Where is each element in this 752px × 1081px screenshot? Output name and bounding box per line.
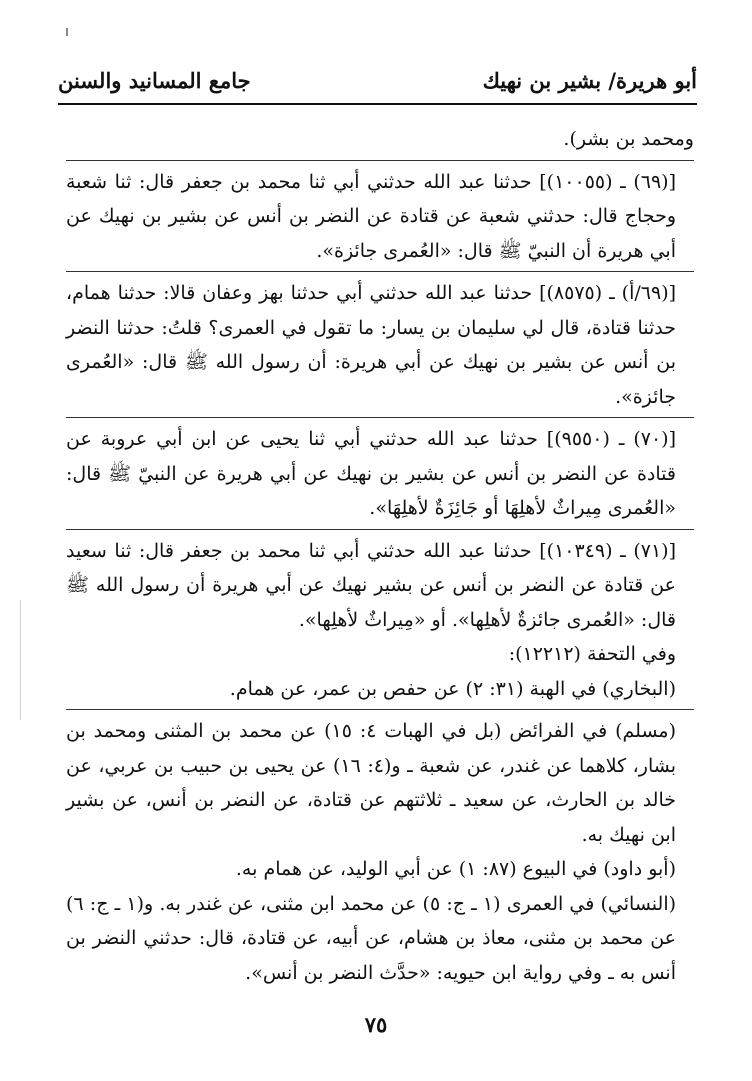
header-left-title: جامع المسانيد والسنن	[58, 67, 251, 93]
separator	[66, 417, 694, 418]
paragraph-continuation: ومحمد بن بشر).	[563, 128, 694, 150]
running-header	[58, 62, 697, 98]
header-right-title: أبو هريرة/ بشير بن نهيك	[482, 67, 697, 93]
separator	[66, 529, 694, 530]
hadith-71: [(٧١) ـ (١٠٣٤٩)] حدثنا عبد الله حدثني أبي ثنا محمد بن جعفر قال: ثنا سعيد عن قتادة عن النضر بن أنس عن بشير نهيك عن أبي هريرة أن رسول الله ﷺ قال: «العُمرى جائزةٌ لأهلِها». أو «مِيراثٌ لأهلِها».	[66, 539, 676, 631]
scan-mark	[66, 28, 68, 36]
page-number: ٧٥	[364, 1012, 388, 1037]
tuhfa-reference: وفي التحفة (١٢٢١٢):	[508, 643, 676, 665]
separator	[66, 709, 694, 710]
takhrij-bukhari: (البخاري) في الهبة (٣١: ٢) عن حفص بن عمر، عن همام.	[229, 677, 676, 700]
hadith-69: [(٦٩) ـ (١٠٠٥٥)] حدثنا عبد الله حدثني أبي ثنا محمد بن جعفر قال: ثنا شعبة وحجاج قال: حدثني شعبة عن قتادة عن النضر بن أنس عن بشير بن نهيك عن أبي هريرة أن النبيّ ﷺ قال: «العُمرى جائزة».	[66, 170, 676, 262]
page-body	[66, 122, 694, 990]
takhrij-abu-dawud: (أبو داود) في البيوع (٨٧: ١) عن أبي الوليد، عن همام به.	[235, 858, 676, 880]
hadith-70: [(٧٠) ـ (٩٥٥٠)] حدثنا عبد الله حدثني أبي ثنا يحيى عن ابن أبي عروبة عن قتادة عن النضر بن أنس عن بشير بن نهيك عن أبي هريرة عن النبيّ ﷺ قال: «العُمرى مِيراثٌ لأهلِهَا أو جَائِزَةٌ لأهلِهَا».	[66, 428, 676, 519]
separator	[66, 271, 694, 272]
header-rule	[58, 103, 697, 105]
takhrij-nasai: (النسائي) في العمرى (١ ـ ج: ٥) عن محمد ابن مثنى، عن غندر به. و(١ ـ ج: ٦) عن محمد بن مثنى، معاذ بن هشام، عن أبيه، عن قتادة، قال: حدثني النضر بن أنس به ـ وفي رواية ابن حيويه: «حدَّث النضر بن أنس».	[66, 892, 677, 984]
separator	[66, 160, 694, 161]
hadith-69a: [(٦٩/أ) ـ (٨٥٧٥)] حدثنا عبد الله حدثني أبي حدثنا بهز وعفان قالا: حدثنا همام، حدثنا قتادة، قال لي سليمان بن يسار: ما تقول في العمرى؟ قلتُ: حدثنا النضر بن أنس عن بشير بن نهيك عن أبي هريرة: أن رسول الله ﷺ قال: «العُمرى جائزة».	[66, 282, 677, 408]
scan-edge	[20, 600, 21, 720]
takhrij-muslim: (مسلم) في الفرائض (بل في الهبات ٤: ١٥) عن محمد بن المثنى ومحمد بن بشار، كلاهما عن غندر، عن شعبة ـ و(٤: ١٦) عن يحيى بن حبيب بن عربي، عن خالد بن الحارث، عن سعيد ـ ثلاثتهم عن قتادة، عن النضر بن أنس، عن بشير ابن نهيك به.	[66, 720, 676, 846]
